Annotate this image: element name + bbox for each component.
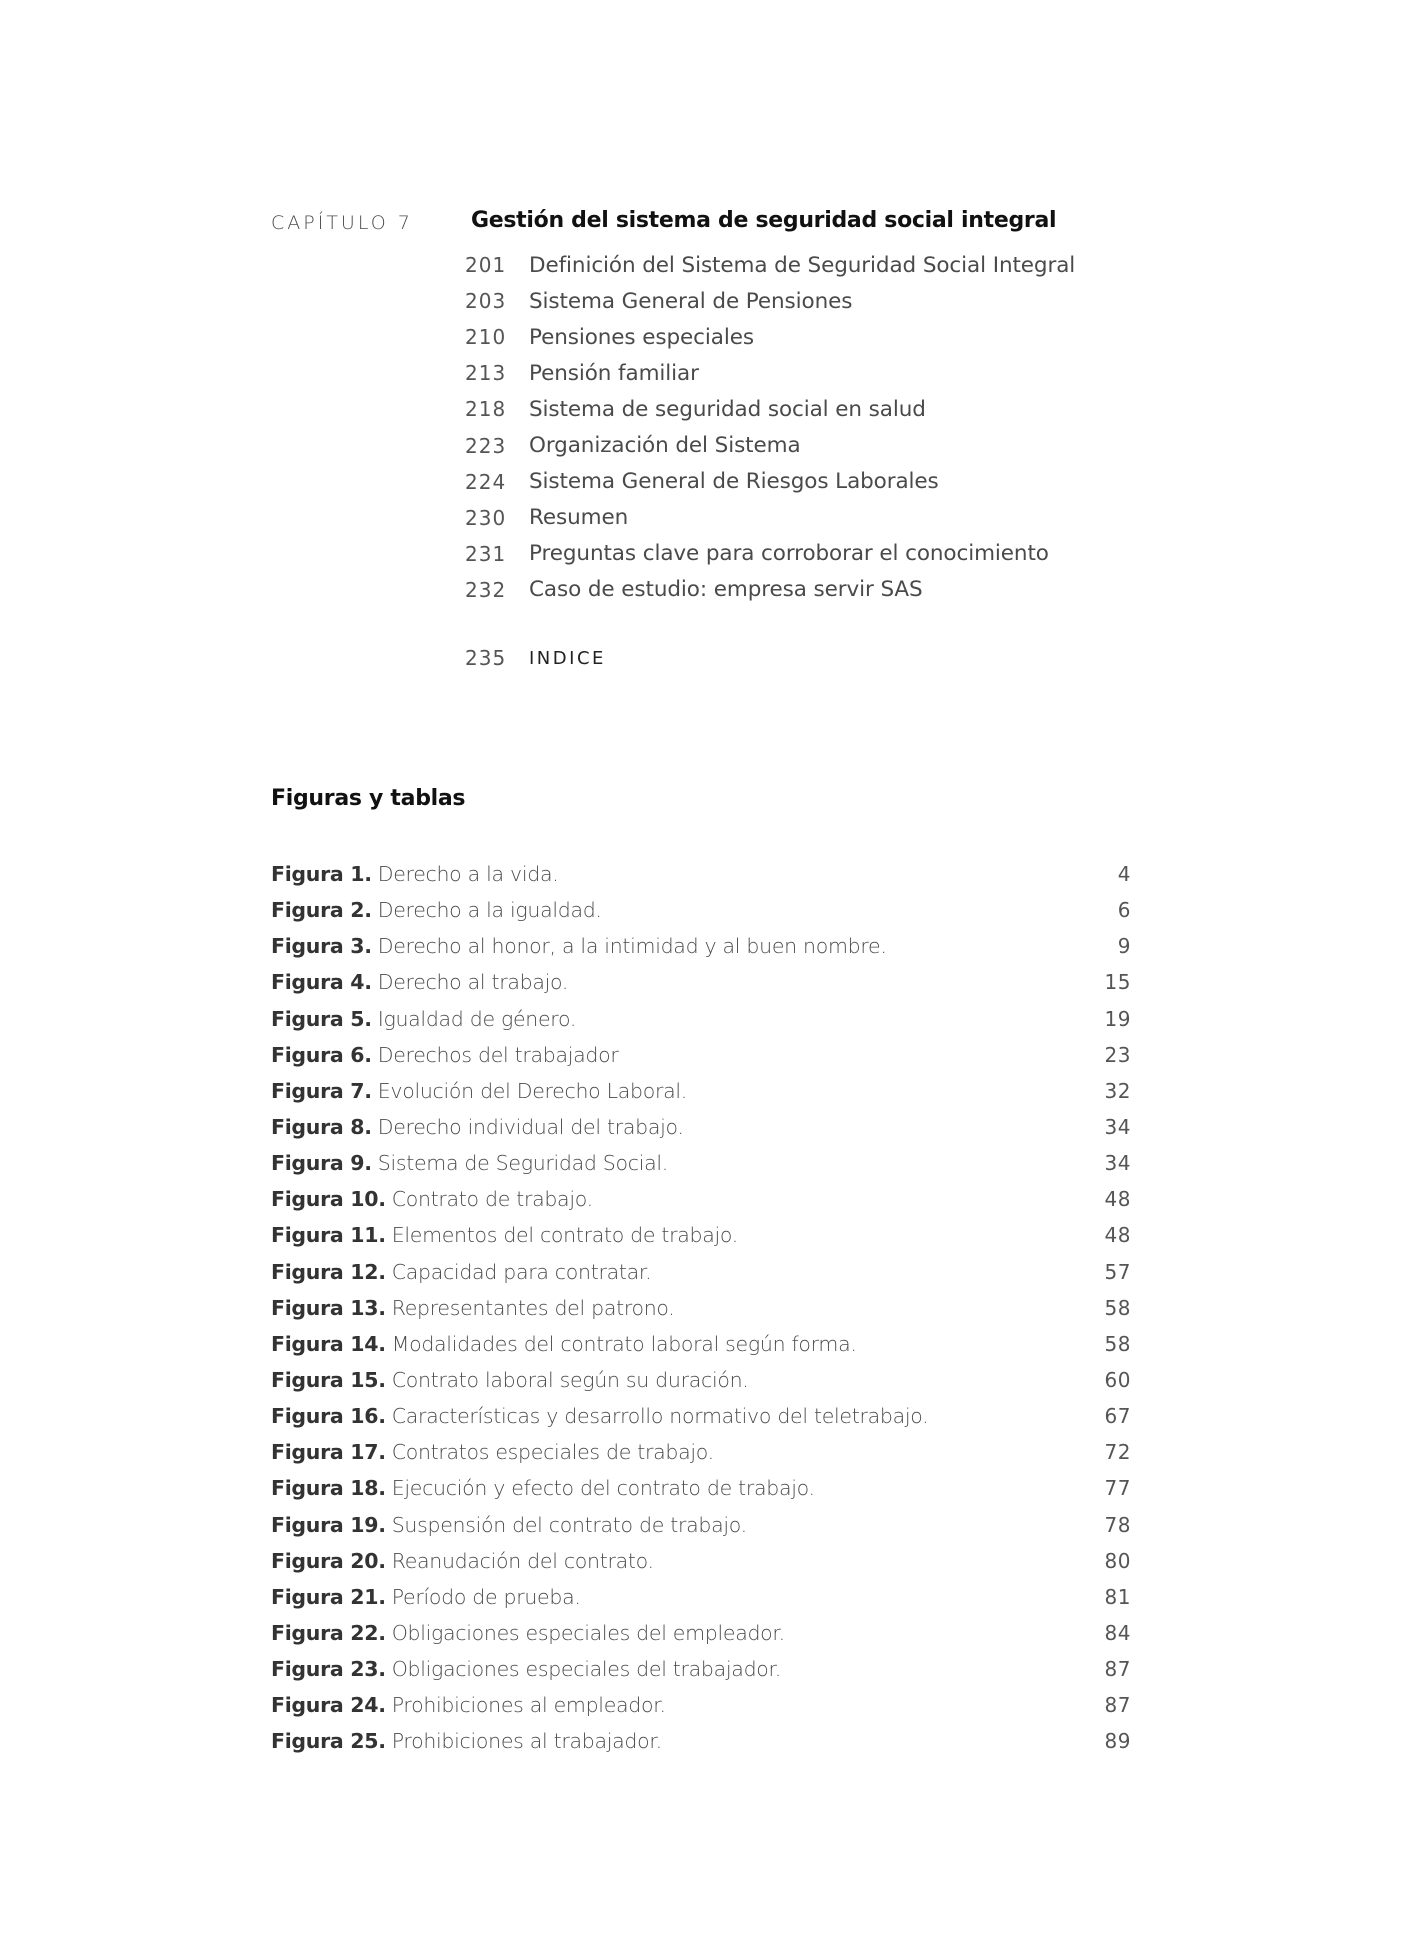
figure-label: Figura 16.	[271, 1404, 386, 1429]
toc-page-number: 213	[465, 361, 507, 386]
figure-label: Figura 12.	[271, 1259, 386, 1284]
chapter-label: CAPÍTULO 7	[271, 212, 413, 234]
figure-page-number: 58	[1104, 1295, 1131, 1320]
toc-entry[interactable]	[465, 319, 1075, 355]
figure-title: Sistema de Seguridad Social.	[377, 1151, 669, 1176]
figure-page-number: 6	[1117, 898, 1131, 923]
figure-entry[interactable]	[271, 1687, 1131, 1723]
figure-page-number: 58	[1104, 1331, 1131, 1356]
figure-page-number: 4	[1117, 862, 1131, 887]
figure-page-number: 9	[1117, 934, 1131, 959]
figure-title: Derecho individual del trabajo.	[377, 1115, 684, 1140]
figure-page-number: 67	[1104, 1404, 1131, 1429]
figure-entry[interactable]	[271, 1326, 1131, 1362]
figure-page-number: 60	[1104, 1368, 1131, 1393]
figure-label: Figura 21.	[271, 1584, 386, 1609]
figure-page-number: 89	[1104, 1729, 1131, 1754]
figure-title: Derecho al honor, a la intimidad y al buen nombre.	[377, 934, 887, 959]
toc-entry[interactable]	[465, 536, 1075, 572]
toc-entry[interactable]	[465, 355, 1075, 391]
figure-entry[interactable]	[271, 1362, 1131, 1398]
figure-page-number: 78	[1104, 1512, 1131, 1537]
figure-title: Obligaciones especiales del empleador.	[391, 1621, 785, 1646]
figure-label: Figura 10.	[271, 1187, 386, 1212]
figure-entry[interactable]	[271, 1145, 1131, 1181]
figure-label: Figura 14.	[271, 1331, 386, 1356]
figure-title: Período de prueba.	[391, 1584, 581, 1609]
figure-title: Contratos especiales de trabajo.	[391, 1440, 714, 1465]
toc-entry-title: Sistema General de Riesgos Laborales	[529, 469, 939, 495]
figure-title: Contrato de trabajo.	[391, 1187, 593, 1212]
figure-entry[interactable]	[271, 1507, 1131, 1543]
figure-title: Características y desarrollo normativo del teletrabajo.	[391, 1404, 929, 1429]
toc-entry-title: Preguntas clave para corroborar el conocimiento	[529, 541, 1049, 567]
chapter-title: Gestión del sistema de seguridad social integral	[471, 208, 1057, 233]
toc-page-number: 230	[465, 505, 507, 530]
figure-entry[interactable]	[271, 1615, 1131, 1651]
figure-page-number: 34	[1104, 1151, 1131, 1176]
toc-entry[interactable]	[465, 572, 1075, 608]
figure-label: Figura 11.	[271, 1223, 386, 1248]
figure-page-number: 77	[1104, 1476, 1131, 1501]
figures-heading: Figuras y tablas	[271, 786, 466, 811]
toc-page-number: 218	[465, 397, 507, 422]
toc-entry-title: Pensiones especiales	[529, 324, 754, 350]
figure-page-number: 87	[1104, 1693, 1131, 1718]
figure-label: Figura 4.	[271, 970, 372, 995]
figure-title: Evolución del Derecho Laboral.	[377, 1078, 687, 1103]
figure-label: Figura 24.	[271, 1693, 386, 1718]
toc-entry[interactable]	[465, 427, 1075, 463]
figure-entry[interactable]	[271, 1723, 1131, 1759]
figure-entry[interactable]	[271, 1073, 1131, 1109]
figure-page-number: 72	[1104, 1440, 1131, 1465]
figure-label: Figura 9.	[271, 1151, 372, 1176]
figure-label: Figura 20.	[271, 1548, 386, 1573]
figure-label: Figura 8.	[271, 1115, 372, 1140]
figure-label: Figura 6.	[271, 1042, 372, 1067]
figure-page-number: 84	[1104, 1621, 1131, 1646]
figure-title: Representantes del patrono.	[391, 1295, 675, 1320]
toc-entry-title: Pensión familiar	[529, 360, 699, 386]
toc-entry[interactable]	[465, 391, 1075, 427]
figure-label: Figura 5.	[271, 1006, 372, 1031]
toc-entry-title: Organización del Sistema	[529, 433, 801, 459]
figure-page-number: 87	[1104, 1657, 1131, 1682]
figure-title: Prohibiciones al trabajador.	[391, 1729, 662, 1754]
figure-entry[interactable]	[271, 1543, 1131, 1579]
toc-entry[interactable]	[465, 247, 1075, 283]
figure-label: Figura 18.	[271, 1476, 386, 1501]
figure-label: Figura 3.	[271, 934, 372, 959]
index-label: INDICE	[529, 647, 606, 669]
figure-label: Figura 2.	[271, 898, 372, 923]
figure-entry[interactable]	[271, 1254, 1131, 1290]
index-page-number: 235	[465, 646, 507, 670]
figure-label: Figura 25.	[271, 1729, 386, 1754]
figure-label: Figura 19.	[271, 1512, 386, 1537]
figure-entry[interactable]	[271, 928, 1131, 964]
figure-title: Igualdad de género.	[377, 1006, 577, 1031]
figure-title: Suspensión del contrato de trabajo.	[391, 1512, 747, 1537]
figure-entry[interactable]	[271, 1109, 1131, 1145]
figure-page-number: 34	[1104, 1115, 1131, 1140]
toc-page-number: 203	[465, 289, 507, 314]
toc-entry-title: Definición del Sistema de Seguridad Social Integral	[529, 252, 1076, 278]
figure-label: Figura 7.	[271, 1078, 372, 1103]
toc-page-number: 224	[465, 469, 507, 494]
toc-entry-title: Sistema General de Pensiones	[529, 288, 853, 314]
figure-title: Capacidad para contratar.	[391, 1259, 652, 1284]
figure-entry[interactable]	[271, 1001, 1131, 1037]
figure-label: Figura 15.	[271, 1368, 386, 1393]
toc-entry-title: Caso de estudio: empresa servir SAS	[529, 577, 923, 603]
figure-entry[interactable]	[271, 1470, 1131, 1506]
toc-entry-title: Sistema de seguridad social en salud	[529, 396, 926, 422]
toc-page-number: 201	[465, 253, 507, 278]
figure-entry[interactable]	[271, 1579, 1131, 1615]
figure-title: Contrato laboral según su duración.	[391, 1368, 749, 1393]
toc-page-number: 231	[465, 541, 507, 566]
figure-label: Figura 13.	[271, 1295, 386, 1320]
toc-entry[interactable]	[465, 283, 1075, 319]
toc-page-number: 223	[465, 433, 507, 458]
figure-page-number: 80	[1104, 1548, 1131, 1573]
figure-label: Figura 23.	[271, 1657, 386, 1682]
figure-title: Derecho al trabajo.	[377, 970, 569, 995]
figure-label: Figura 22.	[271, 1621, 386, 1646]
figure-page-number: 15	[1104, 970, 1131, 995]
figure-label: Figura 17.	[271, 1440, 386, 1465]
figure-title: Derecho a la igualdad.	[377, 898, 602, 923]
figure-entry[interactable]	[271, 1217, 1131, 1253]
figure-title: Ejecución y efecto del contrato de trabajo.	[391, 1476, 815, 1501]
index-entry[interactable]	[465, 642, 606, 674]
figure-page-number: 19	[1104, 1006, 1131, 1031]
figure-title: Modalidades del contrato laboral según forma.	[391, 1331, 857, 1356]
figure-page-number: 23	[1104, 1042, 1131, 1067]
figure-title: Obligaciones especiales del trabajador.	[391, 1657, 781, 1682]
figure-title: Elementos del contrato de trabajo.	[391, 1223, 739, 1248]
figure-title: Prohibiciones al empleador.	[391, 1693, 666, 1718]
figure-entry[interactable]	[271, 1037, 1131, 1073]
chapter-toc-list	[465, 247, 1075, 608]
figure-title: Derechos del trabajador	[377, 1042, 619, 1067]
toc-entry[interactable]	[465, 500, 1075, 536]
figure-entry[interactable]	[271, 892, 1131, 928]
figure-page-number: 48	[1104, 1223, 1131, 1248]
figure-entry[interactable]	[271, 1651, 1131, 1687]
figure-page-number: 81	[1104, 1584, 1131, 1609]
toc-entry-title: Resumen	[529, 505, 629, 531]
figures-list	[271, 856, 1131, 1760]
figure-page-number: 57	[1104, 1259, 1131, 1284]
figure-entry[interactable]	[271, 856, 1131, 892]
figure-title: Derecho a la vida.	[377, 862, 559, 887]
toc-page-number: 232	[465, 577, 507, 602]
figure-title: Reanudación del contrato.	[391, 1548, 654, 1573]
figure-page-number: 32	[1104, 1078, 1131, 1103]
figure-page-number: 48	[1104, 1187, 1131, 1212]
figure-entry[interactable]	[271, 1434, 1131, 1470]
toc-page-number: 210	[465, 325, 507, 350]
figure-entry[interactable]	[271, 1290, 1131, 1326]
figure-entry[interactable]	[271, 964, 1131, 1000]
figure-entry[interactable]	[271, 1398, 1131, 1434]
figure-entry[interactable]	[271, 1181, 1131, 1217]
toc-entry[interactable]	[465, 464, 1075, 500]
figure-label: Figura 1.	[271, 862, 372, 887]
